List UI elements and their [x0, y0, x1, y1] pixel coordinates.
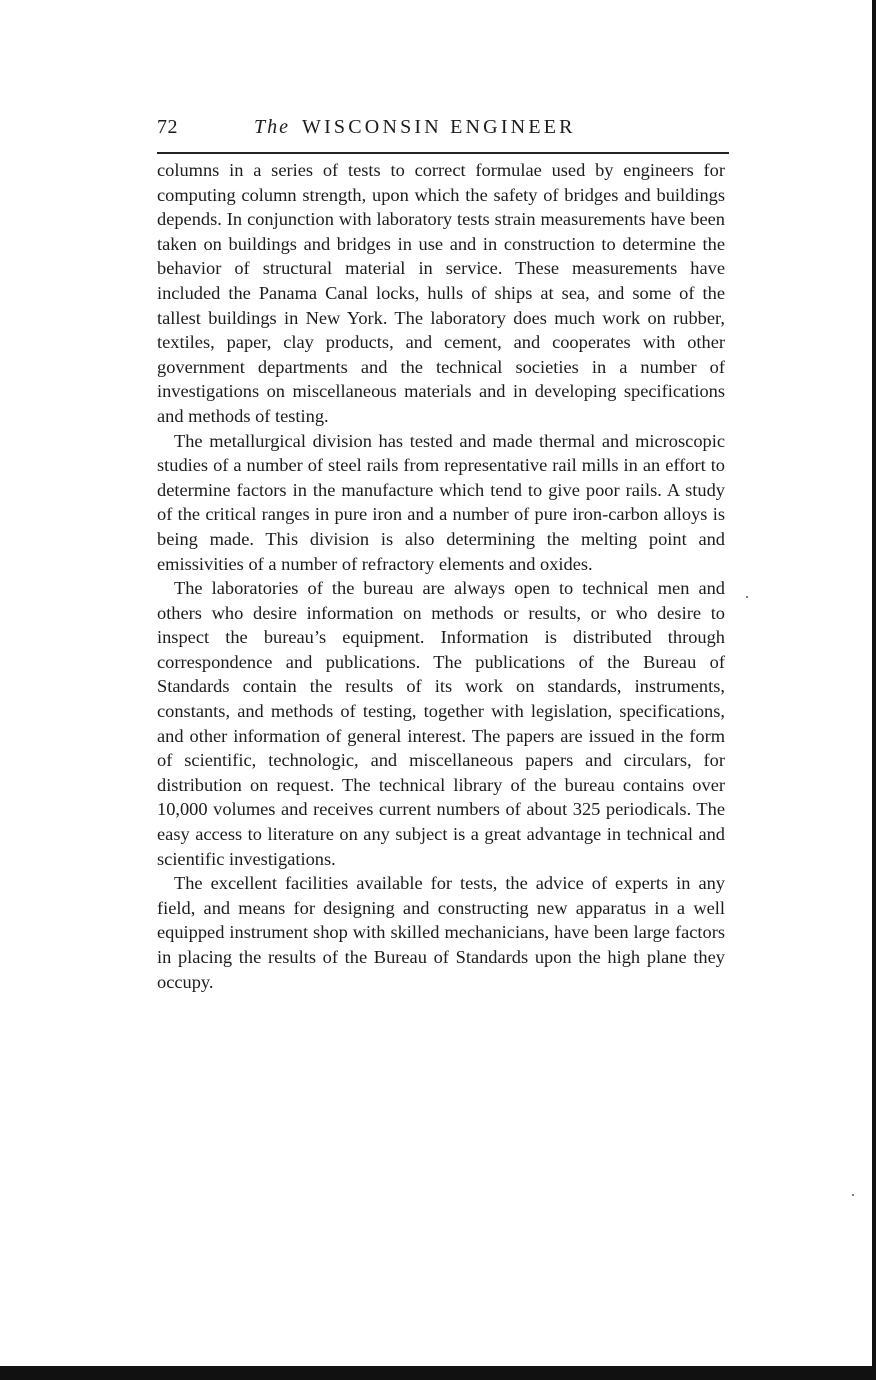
- journal-title: [254, 116, 576, 139]
- journal-title-article: The: [254, 116, 290, 138]
- article-body: [157, 158, 725, 994]
- paragraph-excellent-facilities: The excellent facilities available for tests, the advice of experts in any field, and means for designing and constructing new apparatus in a well equipped instrument shop with skilled mechanicians, have been large factors in placing the results of the Bureau of Standards upon the high plane they occupy.: [157, 873, 725, 992]
- paragraph-continued: columns in a series of tests to correct formulae used by engineers for computing column strength, upon which the safety of bridges and buildings depends. In conjunction with laboratory tests strain measurements have been taken on buildings and bridges in use and in construction to determine the behavior of structural material in service. These measurements have included the Panama Canal locks, hulls of ships at sea, and some of the tallest buildings in New York. The laboratory does much work on rubber, textiles, paper, clay products, and cement, and cooperates with other government departments and the technical societies in a number of investigations on miscellaneous materials and in developing specifications and methods of testing.: [157, 160, 725, 426]
- page-edge-right: [872, 0, 876, 1380]
- page-edge-bottom: [0, 1366, 876, 1380]
- journal-title-name: WISCONSIN ENGINEER: [302, 116, 576, 138]
- paragraph-metallurgical-division: The metallurgical division has tested and made thermal and microscopic studies of a number of steel rails from representative rail mills in an effort to determine factors in the manufacture which tend to give poor rails. A study of the critical ranges in pure iron and a number of pure iron-carbon alloys is being made. This division is also determining the melting point and emissivities of a number of refractory elements and oxides.: [157, 430, 725, 574]
- paper-speck: [852, 1194, 854, 1196]
- paper-speck: [746, 596, 748, 598]
- header-rule: [157, 152, 729, 154]
- page-number: 72: [157, 116, 178, 138]
- running-header: [157, 116, 729, 146]
- paragraph-laboratories-open: The laboratories of the bureau are always open to technical men and others who desire information on methods or results, or who desire to inspect the bureau’s equipment. Information is distributed through correspondence and publications. The publications of the Bureau of Standards contain the results of its work on standards, instruments, constants, and methods of testing, together with legislation, specifications, and other information of general interest. The papers are issued in the form of scientific, technologic, and miscellaneous papers and circulars, for distribution on request. The technical library of the bureau contains over 10,000 volumes and receives current numbers of about 325 periodicals. The easy access to literature on any subject is a great advantage in technical and scientific investigations.: [157, 578, 725, 869]
